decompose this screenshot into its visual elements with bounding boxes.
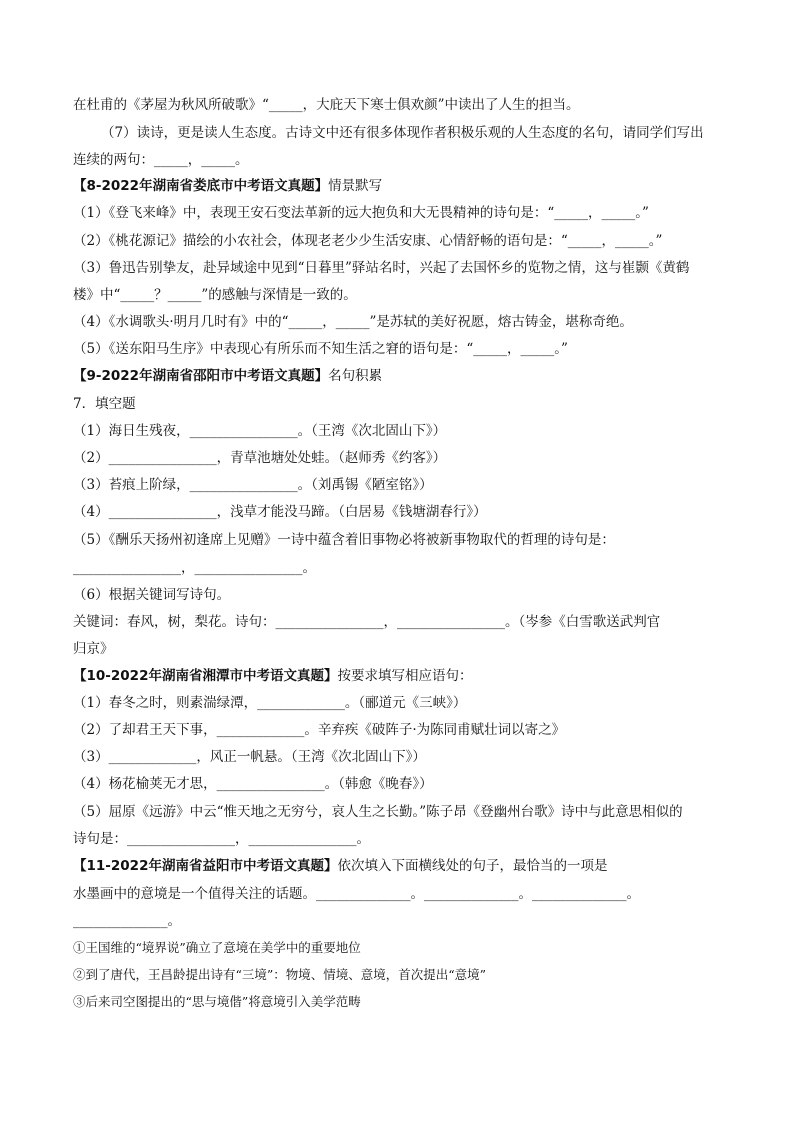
question-item: （3）苔痕上阶绿，________________。（刘禹锡《陋室铭》） — [73, 477, 433, 493]
question-item: （1）春冬之时，则素湍绿潭，_____________。（郦道元《三峡》） — [73, 695, 467, 711]
section-heading-topic: 情景默写 — [328, 178, 383, 194]
question-item: （3）_____________，风正一帆悬。（王湾《次北固山下》） — [73, 749, 426, 765]
question-number: 7．填空题 — [73, 396, 136, 412]
question-item: （1）《登飞来峰》中，表现王安石变法革新的远大抱负和大无畏精神的诗句是：“_____，_____。” — [73, 205, 649, 221]
question-item: （5）《酬乐天扬州初逢席上见赠》一诗中蕴含着旧事物必将被新事物取代的哲理的诗句是： — [73, 532, 615, 548]
section-heading-topic: 按要求填写相应语句： — [337, 668, 473, 684]
question-item: （4）杨花榆荚无才思，________________。（韩愈《晚春》） — [73, 776, 433, 792]
option-1: ①王国维的“境界说”确立了意境在美学中的重要地位 — [73, 940, 361, 955]
answer-blanks: ________________，________________。 — [73, 560, 316, 576]
question-item: 关键词：春风，树，梨花。诗句：________________，________________。（岑参《白雪歌送武判官 — [73, 614, 661, 630]
question-item: （6）根据关键词写诗句。 — [73, 587, 231, 603]
question-item: （1）海日生残夜，________________。（王湾《次北固山下》） — [73, 423, 447, 439]
section-heading-topic: 依次填入下面横线处的句子，最恰当的一项是 — [337, 858, 608, 874]
text-line: 在杜甫的《茅屋为秋风所破歌》“_____，大庇天下寒士俱欢颜”中读出了人生的担当。 — [73, 97, 580, 113]
text-line: 楼》中“_____？_____”的感触与深情是一致的。 — [73, 287, 357, 303]
option-2: ②到了唐代，王昌龄提出诗有“三境”：物境、情境、意境，首次提出“意境” — [73, 967, 487, 982]
section-heading-label: 【11-2022年湖南省益阳市中考语文真题】 — [73, 858, 338, 874]
answer-blanks: ______________。 — [73, 913, 181, 929]
question-item: （5）屈原《远游》中云“惟天地之无穷兮，哀人生之长勤。”陈子昂《登幽州台歌》诗中与此意思相似的 — [73, 804, 683, 820]
option-3: ③后来司空图提出的“思与境偕”将意境引入美学范畴 — [73, 994, 361, 1009]
section-heading-9 — [73, 366, 734, 386]
section-heading-label: 【10-2022年湖南省湘潭市中考语文真题】 — [73, 668, 338, 684]
text-line: 连续的两句：_____，_____。 — [73, 152, 249, 168]
question-item: （2）________________，青草池塘处处蛙。（赵师秀《约客》） — [73, 450, 447, 466]
question-item: （3）鲁迅告别挚友，赴异域途中见到“日暮里”驿站名时，兴起了去国怀乡的览物之情，这与崔颢《黄鹤 — [73, 260, 690, 276]
section-heading-8 — [73, 176, 734, 196]
section-heading-label: 【9-2022年湖南省邵阳市中考语文真题】 — [73, 368, 329, 384]
question-item: （2）《桃花源记》描绘的小农社会，体现老老少少生活安康、心情舒畅的语句是：“_____，_____。” — [73, 233, 663, 249]
section-heading-10 — [73, 666, 734, 686]
question-item: （5）《送东阳马生序》中表现心有所乐而不知生活之窘的语句是：“_____，_____。” — [73, 341, 568, 357]
question-item: 水墨画中的意境是一个值得关注的话题。______________。______________。______________。 — [73, 886, 640, 902]
section-heading-11 — [73, 856, 734, 876]
question-item: （4）________________，浅草才能没马蹄。（白居易《钱塘湖春行》） — [73, 504, 487, 520]
section-heading-label: 【8-2022年湖南省娄底市中考语文真题】 — [73, 178, 329, 194]
text-line: 归京》 — [73, 641, 114, 657]
section-heading-topic: 名句积累 — [328, 368, 383, 384]
question-item: （2）了却君王天下事，_____________。辛弃疾《破阵子·为陈同甫赋壮词以寄之》 — [73, 722, 566, 738]
question-7-prompt: （7）读诗，更是读人生态度。古诗文中还有很多体现作者积极乐观的人生态度的名句，请同学们写出 — [101, 125, 704, 141]
text-line: 诗句是：________________，________________。 — [73, 831, 370, 847]
question-item: （4）《水调歌头·明月几时有》中的“_____，_____”是苏轼的美好祝愿，熔古铸金，堪称奇绝。 — [73, 314, 633, 330]
